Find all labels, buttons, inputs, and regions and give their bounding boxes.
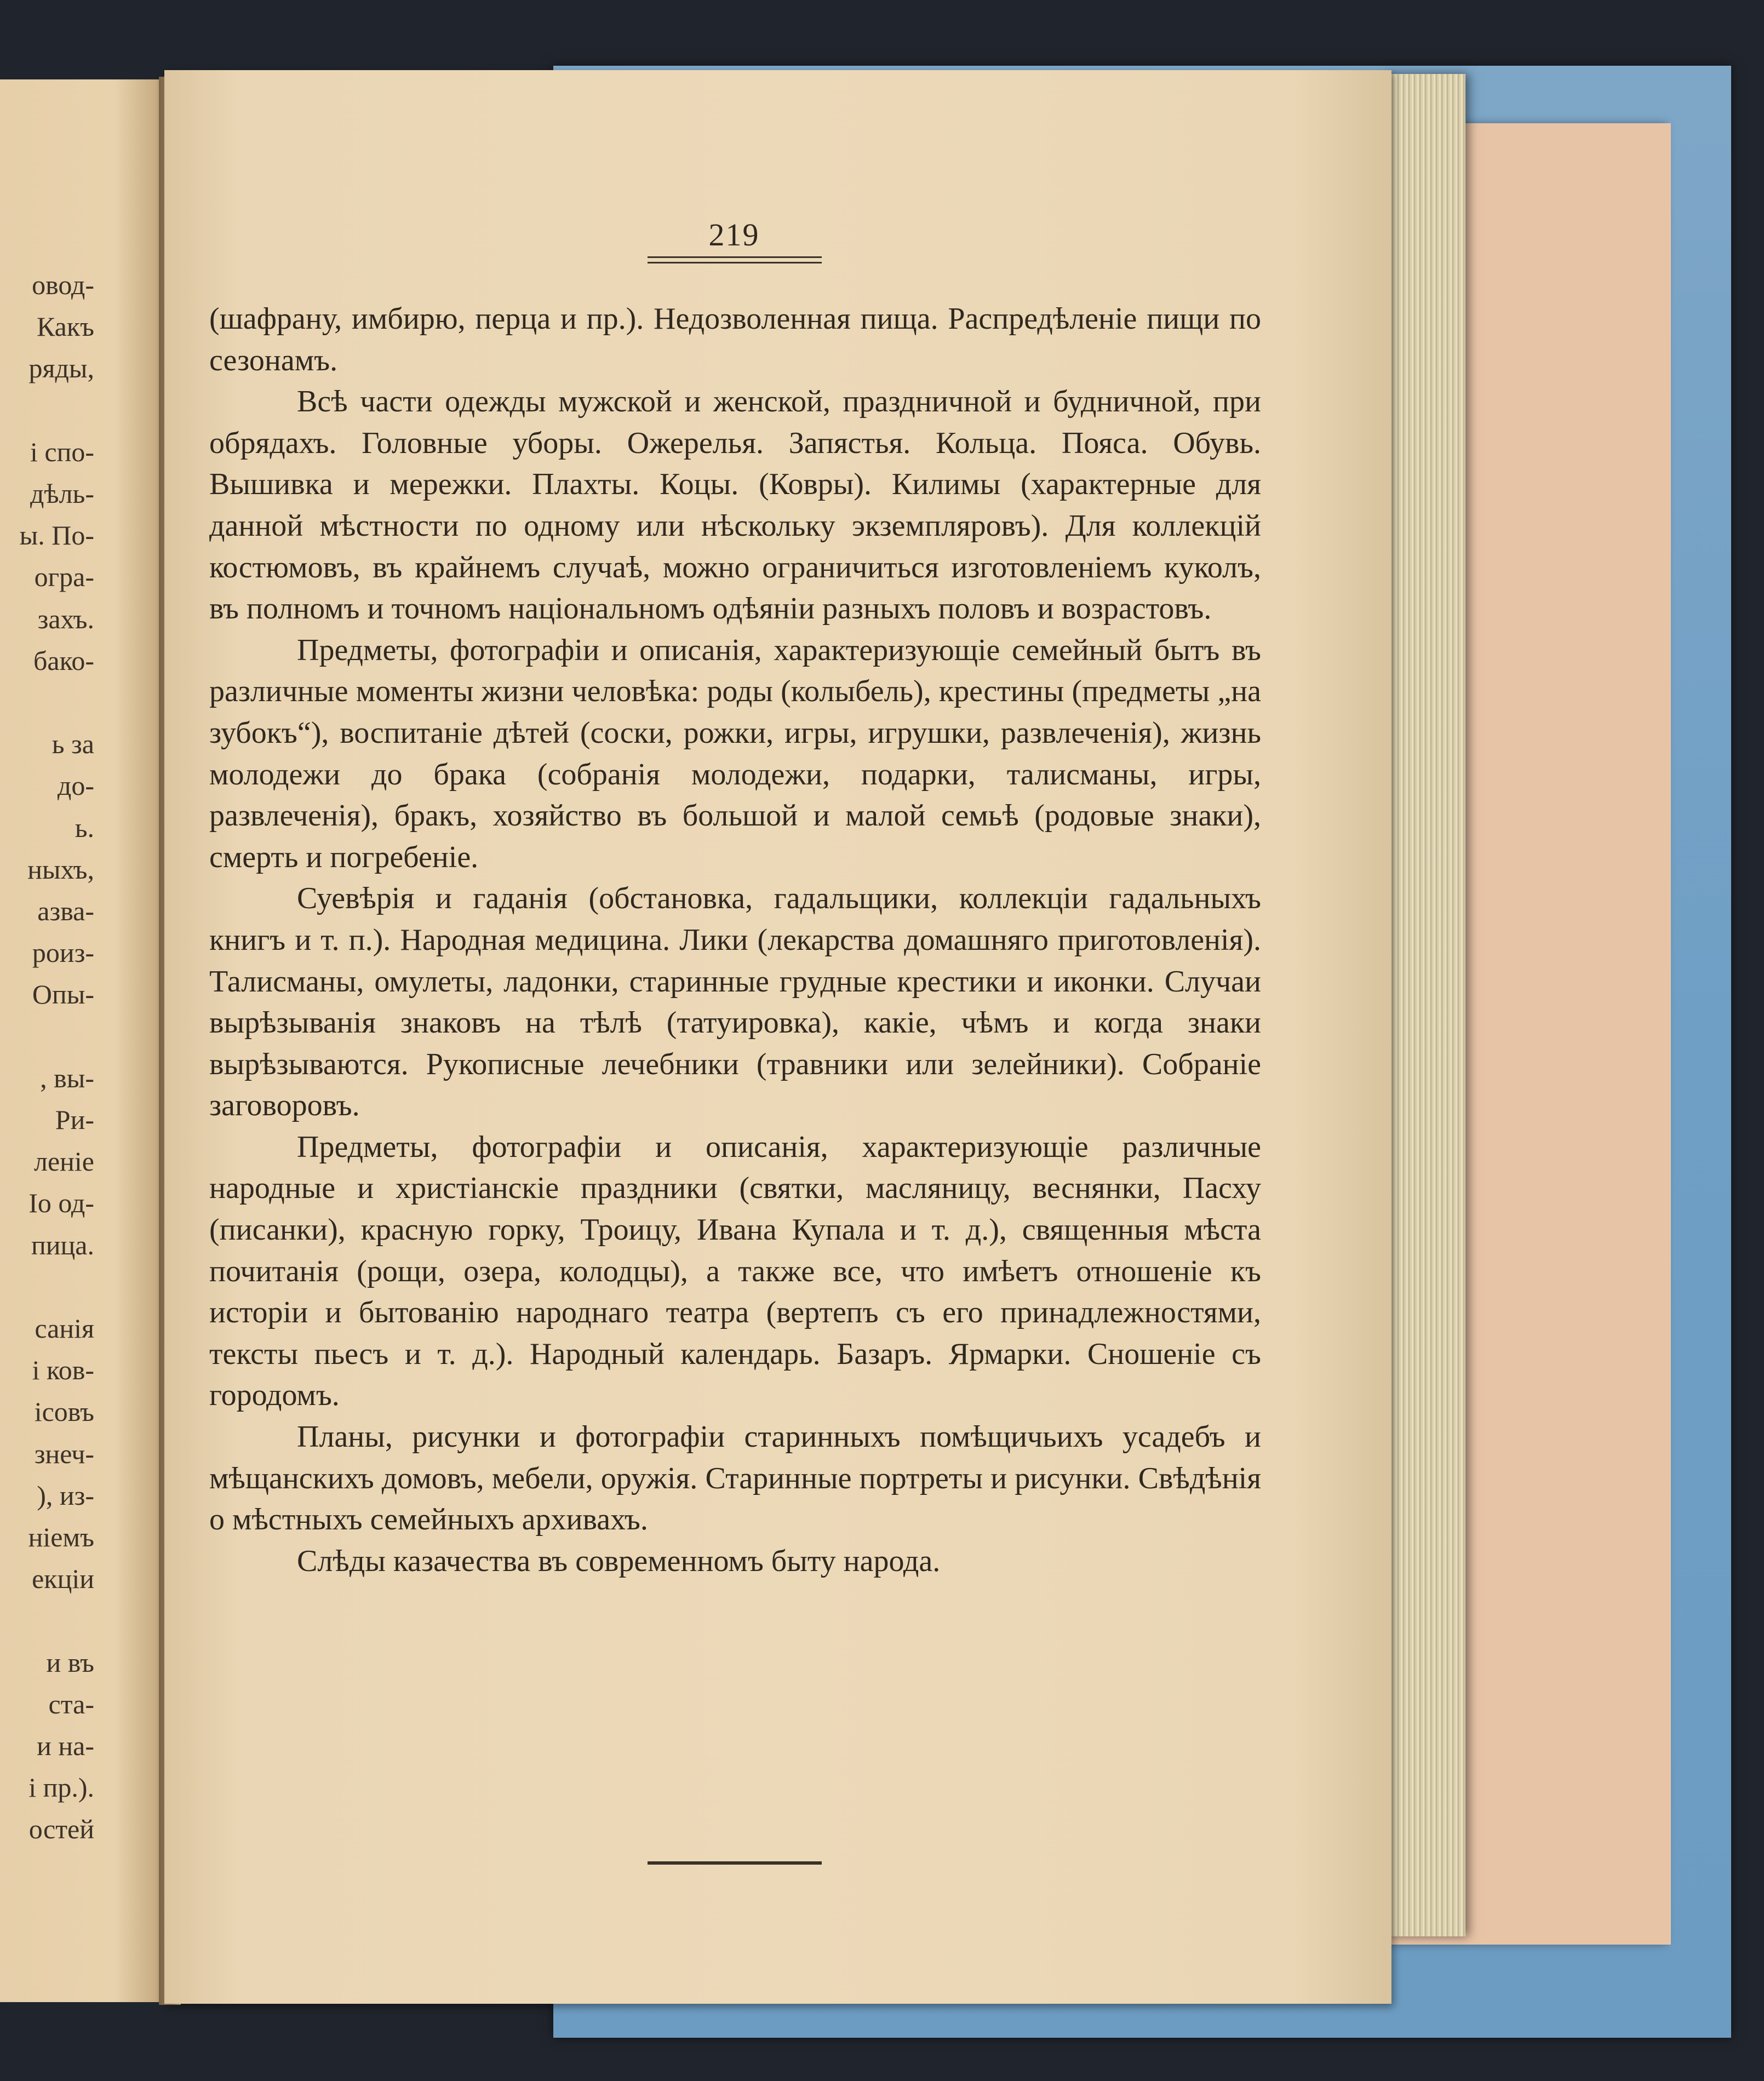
paragraph: Предметы, фотографіи и описанія, характеризующіе семейный бытъ въ различные моменты жизни человѣка: роды (колыбель), крестины (предметы „на зубокъ“), воспитаніе дѣтей (соски, рожки, игры, игрушки, развлеченія), жизнь молодежи до брака (собранія молодежи, подарки, талисманы, игры, развлеченія), бракъ, хозяйство въ большой и малой семьѣ (родовые знаки), смерть и погребеніе. — [209, 633, 1261, 874]
paragraph: Суевѣрія и гаданія (обстановка, гадальщики, коллекціи гадальныхъ книгъ и т. п.). Народная медицина. Лики (лекарства домашняго приготовленія). Талисманы, омулеты, ладонки, старинные грудные крестики и иконки. Случаи вырѣзыванія знаковъ на тѣлѣ (татуировка), какіе, чѣмъ и когда знаки вырѣзываются. Рукописные лечебники (травники или зелейники). Собраніе заговоровъ. — [209, 881, 1261, 1123]
left-page-line: и въ — [46, 1647, 94, 1678]
paragraph: Всѣ части одежды мужской и женской, праздничной и будничной, при обрядахъ. Головные уборы. Ожерелья. Запястья. Кольца. Пояса. Обувь. Вышивка и мережки. Плахты. Коцы. (Ковры). Килимы (характерные для данной мѣстности по одному или нѣскольку экземпляровъ). Для коллекцій костюмовъ, въ крайнемъ случаѣ, можно ограничиться изготовленіемъ куколъ, въ полномъ и точномъ національномъ одѣяніи разныхъ половъ и возрастовъ. — [209, 385, 1261, 626]
left-page-line: захъ. — [37, 603, 94, 634]
left-page-line: остей — [28, 1814, 94, 1845]
left-page-line: леніе — [34, 1146, 94, 1177]
left-page-line: ніемъ — [28, 1522, 94, 1552]
left-page-line: бако- — [33, 645, 94, 676]
left-page-line: овод- — [32, 270, 94, 300]
paragraph: Слѣды казачества въ современномъ быту народа. — [297, 1544, 941, 1578]
left-page-line: екціи — [32, 1563, 94, 1595]
left-page-line: Опы- — [32, 979, 94, 1010]
left-page-line: і спо- — [30, 436, 94, 467]
left-page-line: ь. — [75, 812, 94, 843]
left-page-line: і пр.). — [28, 1772, 94, 1803]
left-page-line: ь за — [51, 729, 94, 760]
paragraph: (шафрану, имбирю, перца и пр.). Недозволенная пища. Распредѣленіе пищи по сезонамъ. — [209, 302, 1261, 377]
left-page-line: Ри- — [55, 1104, 94, 1135]
page-number: 219 — [708, 217, 760, 253]
header-rule-top — [648, 256, 822, 258]
left-page-line: пица. — [31, 1229, 94, 1260]
header-rule-bottom — [648, 262, 822, 263]
left-page-line: і ков- — [32, 1355, 94, 1386]
page-body — [209, 299, 1261, 1582]
left-page-line: Какъ — [36, 311, 94, 342]
left-page-line: дѣль- — [30, 478, 94, 509]
left-page-line: ), из- — [37, 1480, 94, 1511]
left-page-line: огра- — [34, 561, 94, 593]
left-page-line: санія — [35, 1313, 94, 1344]
end-rule — [648, 1861, 822, 1865]
left-page-line: ряды, — [28, 353, 94, 384]
left-page-line: роиз- — [32, 937, 94, 968]
left-page-line: азва- — [37, 896, 94, 926]
left-page-line: до- — [57, 770, 94, 801]
left-page-line: Іо од- — [28, 1188, 94, 1219]
paragraph: Планы, рисунки и фотографіи старинныхъ помѣщичьихъ усадебъ и мѣщанскихъ домовъ, мебели, оружія. Старинные портреты и рисунки. Свѣдѣнія о мѣстныхъ семейныхъ архивахъ. — [209, 1420, 1261, 1537]
left-page-line: ы. По- — [19, 520, 94, 551]
left-page-line: ныхъ, — [27, 853, 94, 885]
page-edges — [1383, 74, 1465, 1936]
left-page — [0, 79, 175, 2002]
paragraph: Предметы, фотографіи и описанія, характеризующіе различные народные и христіанскіе праздники (святки, масляницу, веснянки, Пасху (писанки), красную горку, Троицу, Ивана Купала и т. д.), священныя мѣста почитанія (рощи, озера, колодцы), а также все, что имѣетъ отношеніе къ исторіи и бытованію народнаго театра (вертепъ съ его принадлежностями, тексты пьесъ и т. д.). Народный календарь. Базаръ. Ярмарки. Сношеніе съ городомъ. — [209, 1130, 1261, 1413]
left-page-line: знеч- — [34, 1438, 94, 1469]
left-page-line: , вы- — [40, 1062, 94, 1093]
left-page-line: ста- — [48, 1688, 94, 1719]
left-page-line: ісовъ — [34, 1396, 94, 1428]
left-page-line: и на- — [37, 1730, 94, 1761]
